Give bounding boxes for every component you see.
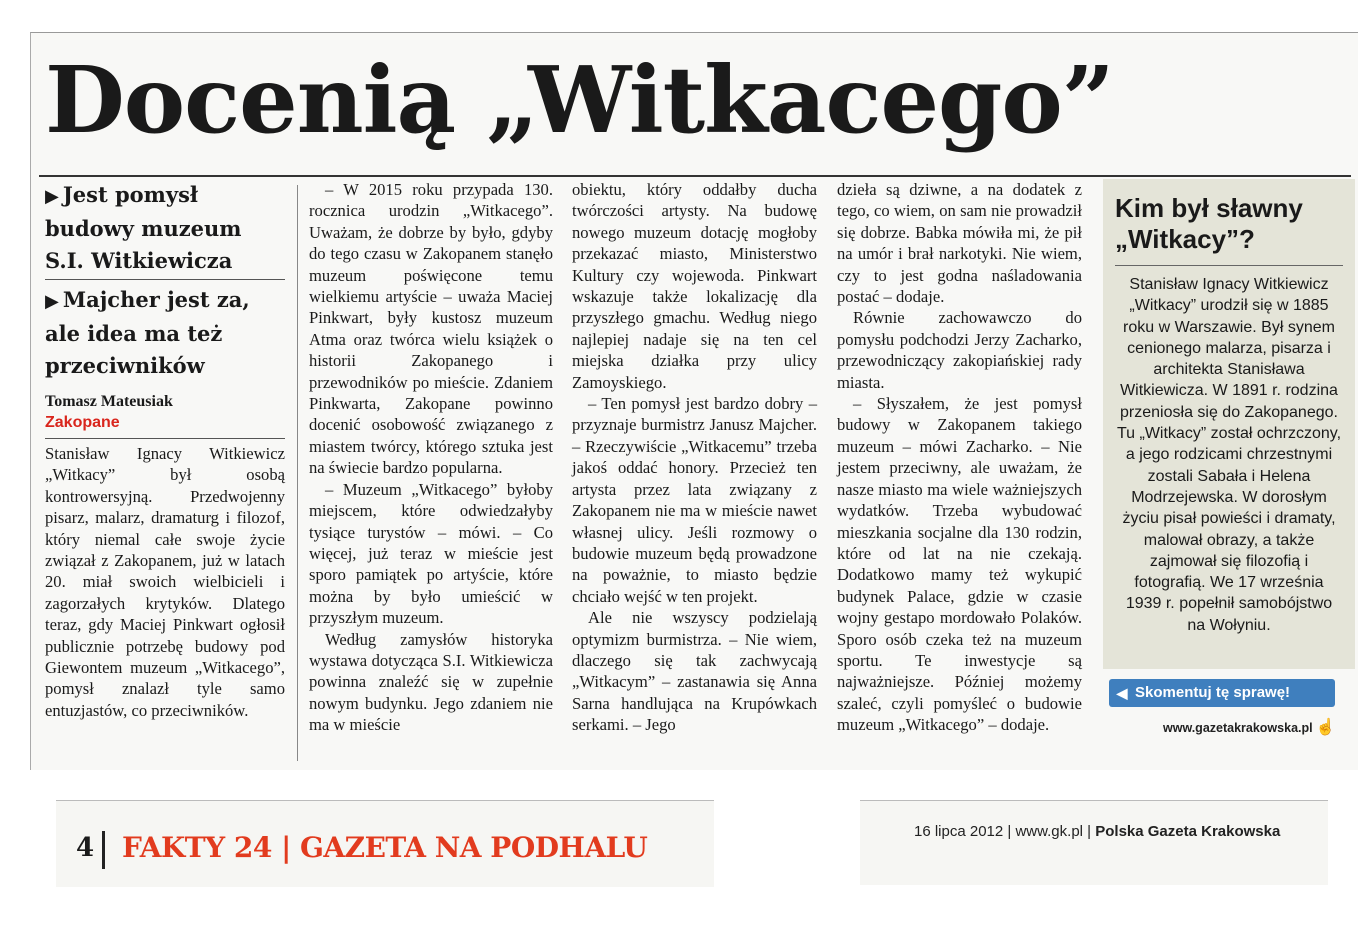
triangle-right-icon: ▶ <box>45 291 59 312</box>
footer-dateline <box>914 823 1280 840</box>
author: Tomasz Mateusiak <box>45 393 173 410</box>
date-and-site: 16 lipca 2012 | www.gk.pl | <box>914 823 1096 840</box>
column-divider <box>297 185 298 761</box>
paragraph: obiektu, który oddałby ducha twórczości artysty. Na budowę nowego muzeum dotację mogłoby przekazać miasto, Ministerstwo Kultury czy wojewoda. Pinkwart wskazuje także lokalizację dla przyszłego gmachu. Według niego najlepiej nadaje się na ten cel miejska działka przy ulicy Zamoyskiego. <box>572 180 817 392</box>
pointing-hand-icon: ☝ <box>1315 719 1336 736</box>
paragraph: – W 2015 roku przypada 130. rocznica urodzin „Witkacego”. Uważam, że dobrze by było, gdyby do tego czasu w Zakopanem stanęło muzeum poświęcone temu wielkiemu artyście – uważa Maciej Pinkwart, były kustosz muzeum Atma oraz twórca wielu książek o historii Zakopanego i przewodników po mieście. Zdaniem Pinkwarta, Zakopane powinno docenić osobowość związanego z miastem twórcy, którego sztuka jest na świecie bardzo popularna. <box>309 180 553 478</box>
sidebar-text: Stanisław Ignacy Witkiewicz „Witkacy” urodził się w 1885 roku w Warszawie. Był synem cenionego malarza, pisarza i architekta Stanisława Witkiewicza. W 1891 r. rodzina przeniosła się do Zakopanego. Tu „Witkacy” został ochrzczony, a jego rodzicami chrzestnymi zostali Sabała i Helena Modrzejewska. W dorosłym życiu pisał powieści i dramaty, malował obrazy, a także zajmował się filozofią i fotografią. We 17 września 1939 r. popełnił samobójstwo na Wołyniu. <box>1116 276 1342 634</box>
headline-rule <box>39 175 1351 177</box>
lead-1: ▶ Jest pomysł budowy muzeum S.I. Witkiewicza <box>45 182 242 273</box>
paragraph: – Słyszałem, że jest pomysł budowy w Zakopanem takiego muzeum – mówi Zacharko. – Nie jestem przeciwny, ale uważam, że nasze miasto ma wiele ważniejszych wydatków. Trzeba wybudować mieszkania socjalne dla 130 rodzin, które od lat na nie czekają. Dodatkowo mamy też wykupić budynek Palace, gdzie w czasie wojny gestapo mordowało Polaków. Sporo osób czeka też na muzeum sportu. Te inwestycje są najważniejsze. Później możemy szaleć, czyli pomyśleć o budowie muzeum „Witkacego” – dodaje. <box>837 394 1082 735</box>
paragraph: Ale nie wszyscy podzielają optymizm burmistrza. – Nie wiem, dlaczego się tak zachwycają „Witkacym” – zastanawia się Anna Sarna handlująca na Krupówkach serkami. – Jego <box>572 608 817 735</box>
page-number: 4 <box>76 833 95 863</box>
footer-left <box>56 800 714 887</box>
column-3 <box>572 179 817 736</box>
paper-name: Polska Gazeta Krakowska <box>1095 823 1281 840</box>
megaphone-icon: ◀ <box>1116 685 1128 701</box>
paragraph: dzieła są dziwne, a na dodatek z tego, co wiem, on sam nie prowadził się dobrze. Babka mówiła mi, że pił na umór i brał narkotyki. Nie wiem, czy to jest godna naśladowania postać – dodaje. <box>837 180 1082 307</box>
comment-button[interactable] <box>1109 679 1335 707</box>
paragraph: Równie zachowawczo do pomysłu podchodzi Jerzy Zacharko, przewodniczący zakopiańskiej rady miasta. <box>837 308 1082 392</box>
place: Zakopane <box>45 414 120 431</box>
paragraph: – Muzeum „Witkacego” byłoby miejscem, które odwiedzałyby tysiące turystów – mówi. – Co więcej, już teraz w mieście jest sporo pamiątek po artyście, które można by było umieścić w przyszłym muzeum. <box>309 479 553 628</box>
footer-divider <box>102 831 105 869</box>
section-title: FAKTY 24 | GAZETA NA PODHALU <box>122 831 648 864</box>
lead-2: ▶ Majcher jest za, ale idea ma też przeciwników <box>45 287 250 378</box>
author-divider <box>45 438 285 439</box>
sidebar-title: Kim był sławny „Witkacy”? <box>1115 193 1303 254</box>
site-url: www.gazetakrakowska.pl <box>1163 721 1313 735</box>
sidebar-divider <box>1115 265 1343 266</box>
sidebar-box <box>1103 179 1355 669</box>
lead-divider <box>45 279 285 280</box>
footer-right <box>860 800 1328 885</box>
column-1 <box>45 179 285 721</box>
site-link[interactable] <box>1163 717 1336 737</box>
column-4 <box>837 179 1082 736</box>
paragraph: Według zamysłów historyka wystawa dotycząca S.I. Witkiewicza powinna znaleźć się w zupełnie nowym budynku. Jego zdaniem nie ma w mieście <box>309 629 553 735</box>
triangle-right-icon: ▶ <box>45 186 59 207</box>
column-2 <box>309 179 553 736</box>
paragraph: Stanisław Ignacy Witkiewicz „Witkacy” był osobą kontrowersyjną. Przedwojenny pisarz, malarz, dramaturg i filozof, który niemal całe swoje życie związał z Zakopanem, już w latach 20. miał swoich wielbicieli i zagorzałych krytyków. Dlatego teraz, gdy Maciej Pinkwart ogłosił publicznie potrzebę budowy pod Giewontem muzeum „Witkacego”, pomysł znalazł tyle samo entuzjastów, co przeciwników. <box>45 444 285 720</box>
comment-button-label: Skomentuj tę sprawę! <box>1135 684 1291 701</box>
paragraph: – Ten pomysł jest bardzo dobry – przyznaje burmistrz Janusz Majcher. – Rzeczywiście „Witkacemu” trzeba jakoś oddać honory. Przecież ten artysta przez lata związany z Zakopanem nie ma w mieście nawet własnej ulicy. Jeśli rozmowy o budowie muzeum będą prowadzone na poważnie, to miasto będzie chciało wejść w ten projekt. <box>572 394 817 606</box>
article-clipping <box>30 32 1358 770</box>
headline: Docenią „Witkacego” <box>45 46 1114 154</box>
